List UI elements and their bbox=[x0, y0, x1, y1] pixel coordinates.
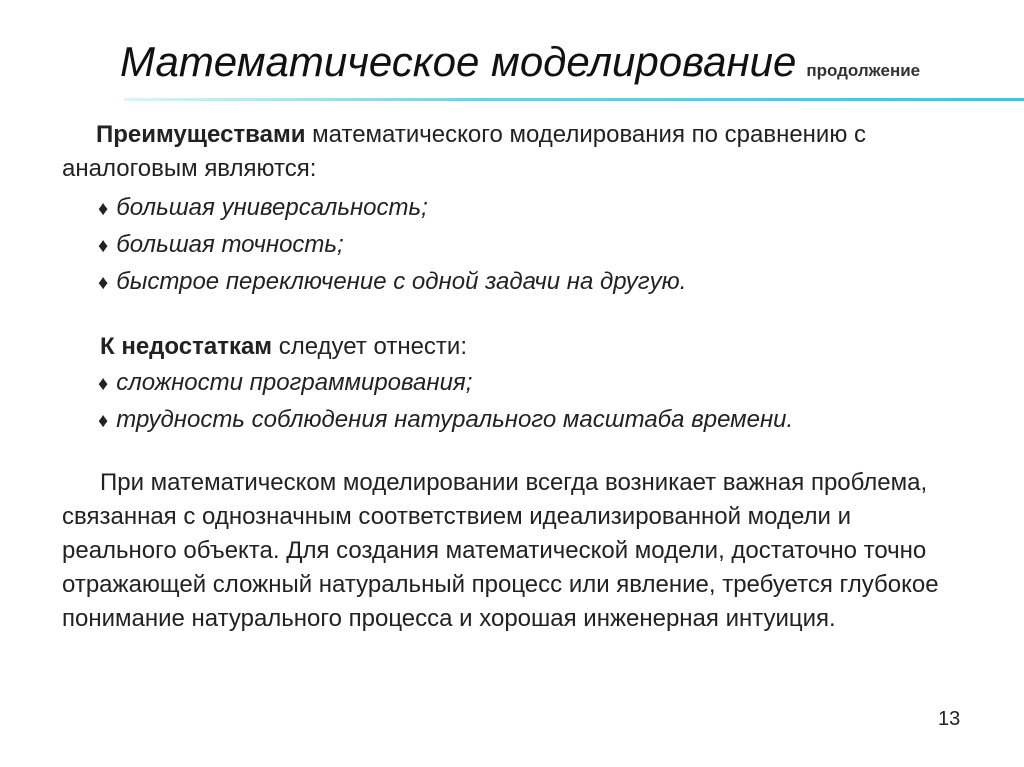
advantages-lead: Преимуществами bbox=[96, 121, 306, 148]
diamond-bullet-icon: ♦ bbox=[98, 410, 109, 432]
diamond-bullet-icon: ♦ bbox=[98, 272, 109, 294]
diamond-bullet-icon: ♦ bbox=[98, 373, 109, 395]
slide-subtitle: продолжение bbox=[806, 61, 921, 80]
diamond-bullet-icon: ♦ bbox=[98, 198, 109, 220]
list-item: ♦ сложности программирования; bbox=[98, 369, 473, 396]
list-item: ♦ большая точность; bbox=[98, 231, 344, 258]
title-underline bbox=[124, 98, 1024, 101]
advantages-intro bbox=[62, 118, 962, 186]
conclusion-paragraph: При математическом моделировании всегда возникает важная проблема, связанная с однозначным соответствием идеализированной модели и реального объекта. Для создания математической модели, достаточно точно отражающей сложный натуральный процесс или явление, требуется глубокое понимание натурального процесса и хорошая инженерная интуиция. bbox=[62, 469, 939, 632]
list-item: ♦ быстрое переключение с одной задачи на другую. bbox=[98, 268, 687, 295]
disadvantages-lead-rest: следует отнести: bbox=[272, 333, 467, 360]
diamond-bullet-icon: ♦ bbox=[98, 235, 109, 257]
page-number: 13 bbox=[938, 708, 961, 730]
advantages-list bbox=[98, 190, 978, 301]
list-item: ♦ большая универсальность; bbox=[98, 194, 428, 221]
disadvantages-intro bbox=[100, 330, 980, 364]
disadvantages-list bbox=[98, 365, 978, 439]
title-row bbox=[120, 38, 920, 86]
disadvantages-lead: К недостаткам bbox=[100, 333, 273, 360]
slide-title: Математическое моделирование bbox=[120, 38, 797, 85]
list-item: ♦ трудность соблюдения натурального масштаба времени. bbox=[98, 406, 794, 433]
advantages-lead-rest: математического моделирования по сравнению с аналоговым являются: bbox=[62, 121, 866, 182]
